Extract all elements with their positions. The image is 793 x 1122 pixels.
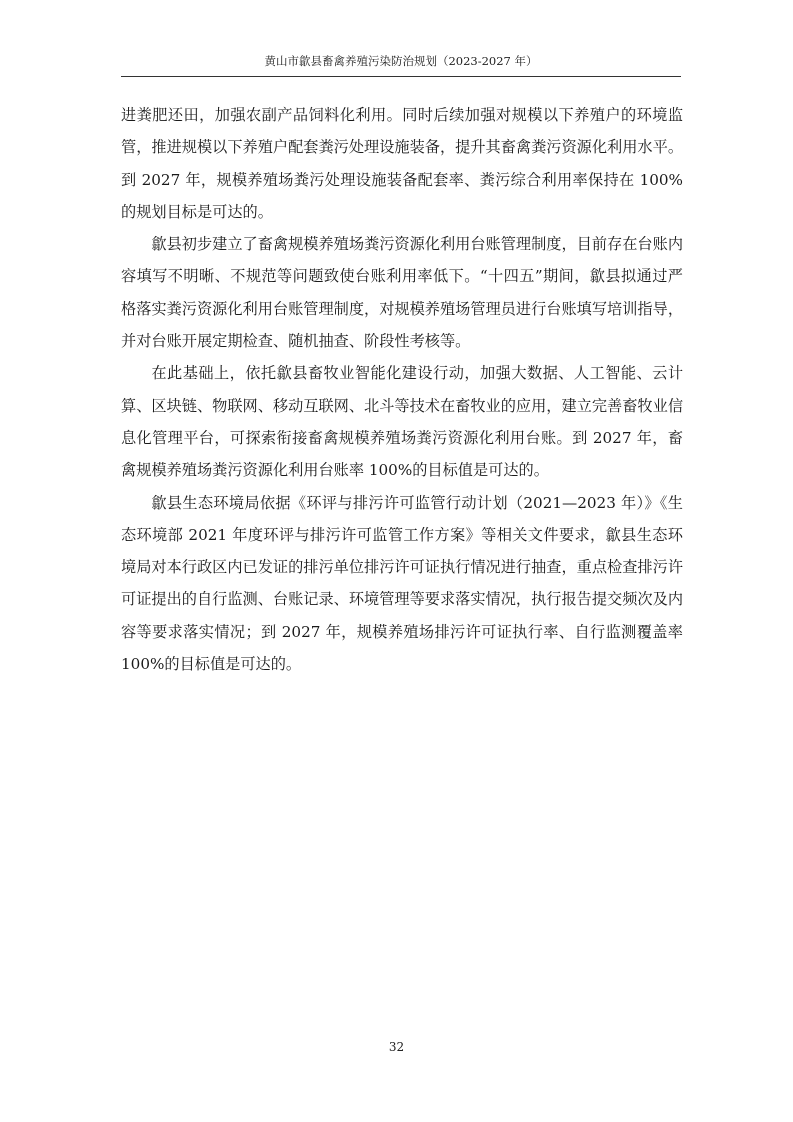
page-header	[121, 52, 681, 77]
body-text	[121, 99, 683, 680]
paragraph-ledger-system: 歙县初步建立了畜禽规模养殖场粪污资源化利用台账管理制度，目前存在台账内容填写不明晰、不规范等问题致使台账利用率低下。“十四五”期间，歙县拟通过严格落实粪污资源化利用台账管理制度，对规模养殖场管理员进行台账填写培训指导，并对台账开展定期检查、随机抽查、阶段性考核等。	[121, 235, 683, 351]
paragraph-continuation: 进粪肥还田，加强农副产品饲料化利用。同时后续加强对规模以下养殖户的环境监管，推进规模以下养殖户配套粪污处理设施装备，提升其畜禽粪污资源化利用水平。到 2027 年，规模养殖场粪污处理设施装备配套率、粪污综合利用率保持在 100%的规划目标是可达的。	[121, 106, 683, 221]
document-title: 黄山市歙县畜禽养殖污染防治规划（2023-2027 年）	[264, 54, 538, 68]
page-number: 32	[388, 1040, 405, 1054]
paragraph-smart-livestock: 在此基础上，依托歙县畜牧业智能化建设行动，加强大数据、人工智能、云计算、区块链、物联网、移动互联网、北斗等技术在畜牧业的应用，建立完善畜牧业信息化管理平台，可探索衔接畜禽规模养殖场粪污资源化利用台账。到 2027 年，畜禽规模养殖场粪污资源化利用台账率 100%的目标值是可达的。	[121, 364, 683, 480]
paragraph-discharge-permit: 歙县生态环境局依据《环评与排污许可监管行动计划（2021—2023 年）》《生态环境部 2021 年度环评与排污许可监管工作方案》等相关文件要求，歙县生态环境局对本行政区内已发证的排污单位排污许可证执行情况进行抽查，重点检查排污许可证提出的自行监测、台账记录、环境管理等要求落实情况，执行报告提交频次及内容等要求落实情况；到 2027 年，规模养殖场排污许可证执行率、自行监测覆盖率 100%的目标值是可达的。	[121, 493, 683, 674]
